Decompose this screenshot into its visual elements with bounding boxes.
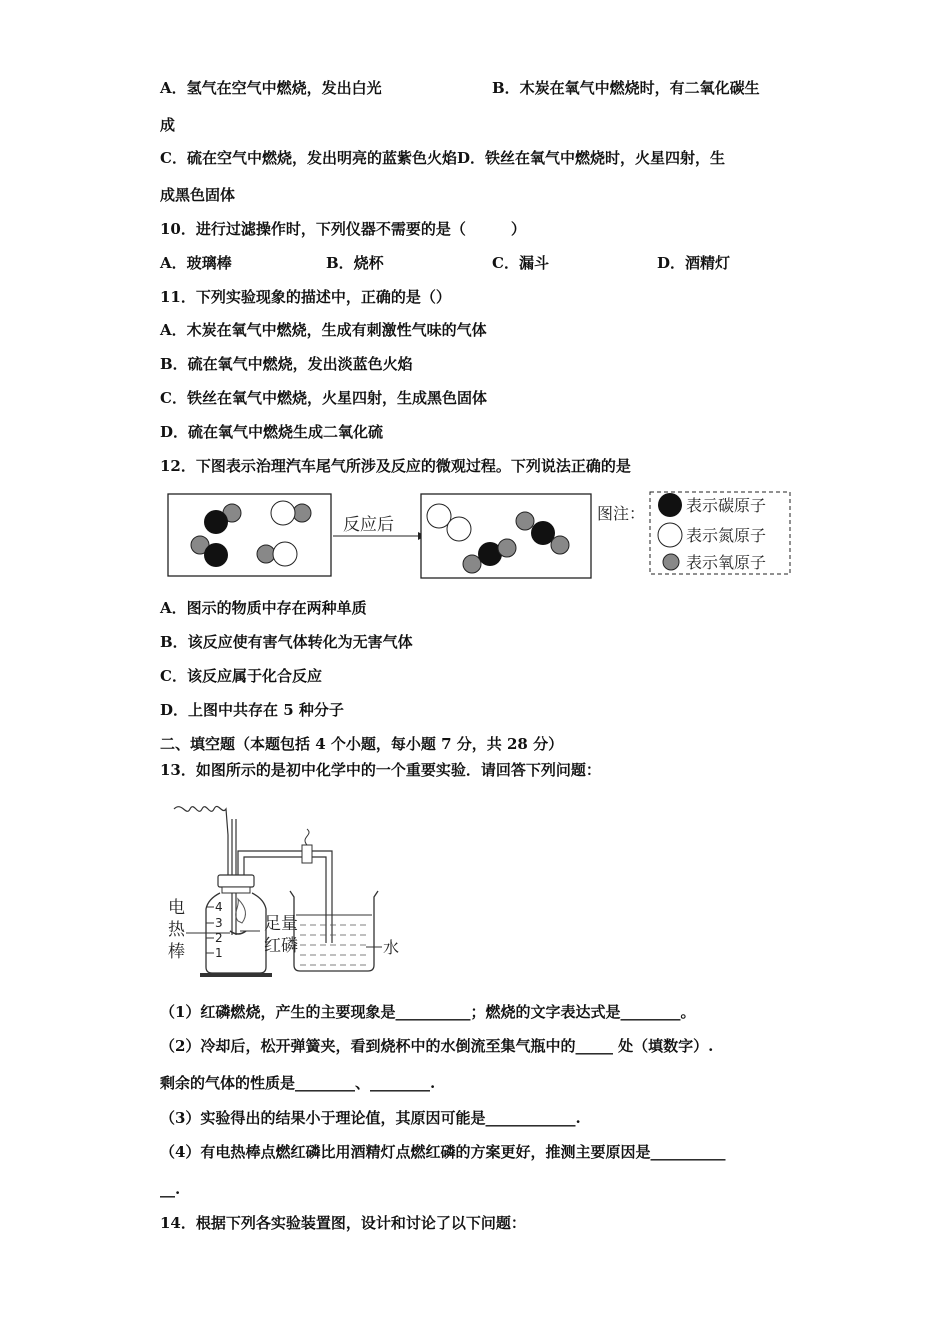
q13-stem: 13．如图所示的是初中化学中的一个重要实验．请回答下列问题： [160,761,601,779]
q9-option-a: A．氢气在空气中燃烧，发出白光 [160,79,382,97]
legend-carbon: 表示碳原子 [686,496,767,515]
q12-option-b: B．该反应使有害气体转化为无害气体 [160,633,413,651]
carbon-atom [204,543,228,567]
wire-coil [174,806,228,875]
q13-part4-cont: __. [160,1180,181,1198]
nitrogen-atom [447,517,471,541]
q12-option-d: D．上图中共存在 5 种分子 [160,701,344,719]
q13-part2: （2）冷却后，松开弹簧夹，看到烧杯中的水倒流至集气瓶中的_____ 处（填数字）. [160,1037,714,1055]
nitrogen-atom [271,501,295,525]
q11-option-c: C．铁丝在氧气中燃烧，火星四射，生成黑色固体 [160,389,487,407]
q9-option-c: C．硫在空气中燃烧，发出明亮的蓝紫色火焰D．铁丝在氧气中燃烧时，火星四射，生 [160,149,725,167]
q14-stem: 14．根据下列各实验装置图，设计和讨论了以下问题： [160,1214,526,1232]
q11-option-b: B．硫在氧气中燃烧，发出淡蓝色火焰 [160,355,413,373]
oxygen-atom [293,504,311,522]
q10-option-c: C．漏斗 [492,254,549,272]
legend-carbon-icon [658,493,682,517]
section-heading: 二、填空题（本题包括 4 个小题，每小题 7 分，共 28 分） [160,735,564,753]
q11-option-a: A．木炭在氧气中燃烧，生成有刺激性气味的气体 [160,321,487,339]
q9-option-b-cont: 成 [160,116,176,134]
q9-option-d-cont: 成黑色固体 [160,186,236,204]
oxygen-atom [551,536,569,554]
q13-part1: （1）红磷燃烧，产生的主要现象是__________；燃烧的文字表达式是________。 [160,1003,696,1021]
q10-option-b: B．烧杯 [326,254,384,272]
q10-option-a: A．玻璃棒 [160,254,232,272]
q9-option-b: B．木炭在氧气中燃烧时，有二氧化碳生 [492,79,760,97]
nitrogen-atom [273,542,297,566]
carbon-atom [204,510,228,534]
label-rod-2: 热 [168,920,185,940]
q11-option-d: D．硫在氧气中燃烧生成二氧化硫 [160,423,384,441]
jar-base [200,973,272,977]
jar-mark-4: 4 [215,900,223,914]
jar-mark-1: 1 [215,946,223,960]
legend-nitrogen-icon [658,523,682,547]
label-water: 水 [383,938,400,957]
arrow-label: 反应后 [343,515,394,535]
q12-option-c: C．该反应属于化合反应 [160,667,322,685]
q10-stem: 10．进行过滤操作时，下列仪器不需要的是（ ） [160,220,526,238]
q13-part3: （3）实验得出的结果小于理论值，其原因可能是____________. [160,1109,581,1127]
legend-title: 图注： [597,504,646,523]
reaction-diagram [160,486,800,586]
label-rod-3: 棒 [168,942,185,962]
flame [236,899,246,923]
q10-option-d: D．酒精灯 [657,254,731,272]
oxygen-atom [498,539,516,557]
jar-mark-2: 2 [215,931,223,945]
q13-part4: （4）有电热棒点燃红磷比用酒精灯点燃红磷的方案更好，推测主要原因是__________ [160,1143,726,1161]
legend-oxygen: 表示氧原子 [686,553,767,572]
oxygen-atom [516,512,534,530]
label-phosphorus-1: 足量 [264,914,298,934]
apparatus-figure [160,795,410,985]
rubber-stopper [218,875,254,887]
q12-stem: 12．下图表示治理汽车尾气所涉及反应的微观过程。下列说法正确的是 [160,457,631,475]
q13-part2-cont: 剩余的气体的性质是________、________. [160,1074,436,1092]
water [300,925,368,965]
oxygen-atom [463,555,481,573]
jar-mark-3: 3 [215,916,223,930]
label-phosphorus-2: 红磷 [264,936,298,956]
legend-oxygen-icon [663,554,679,570]
q12-option-a: A．图示的物质中存在两种单质 [160,599,367,617]
oxygen-atom [257,545,275,563]
legend-nitrogen: 表示氮原子 [686,526,767,545]
q11-stem: 11．下列实验现象的描述中，正确的是（） [160,288,451,306]
label-rod-1: 电 [168,898,185,918]
beaker [290,891,378,971]
spring-clamp [302,845,312,863]
